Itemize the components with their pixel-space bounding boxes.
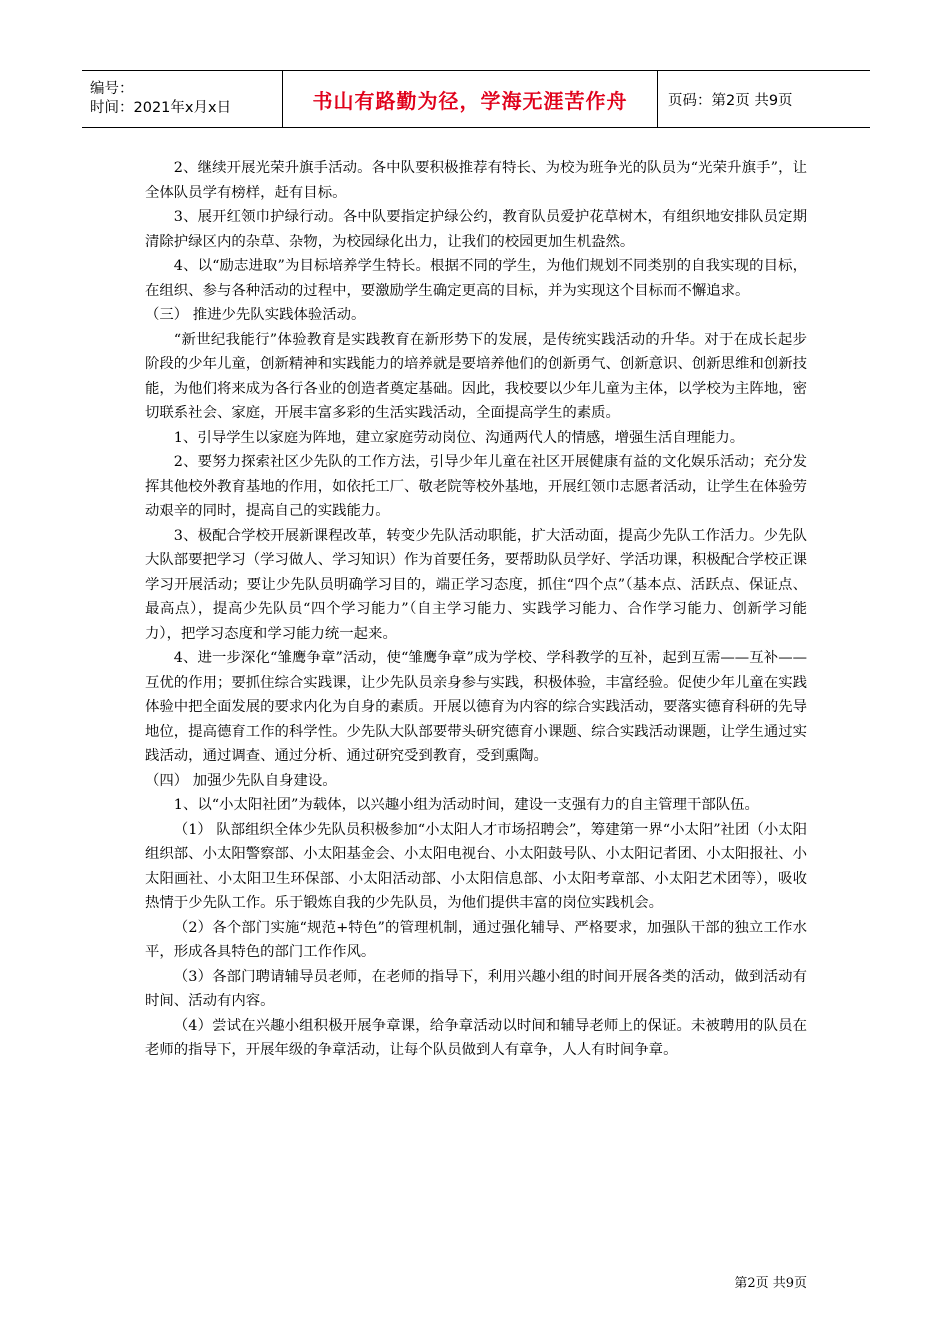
- document-number-label: 编号：: [90, 81, 134, 97]
- paragraph: （1） 队部组织全体少先队员积极参加“小太阳人才市场招聘会”，筹建第一界“小太阳”社团（小太阳组织部、小太阳警察部、小太阳基金会、小太阳电视台、小太阳鼓号队、小太阳记者团、小太阳报社、小太阳画社、小太阳卫生环保部、小太阳活动部、小太阳信息部、小太阳考章部、小太阳艺术团等），吸收热情于少先队工作。乐于锻炼自我的少先队员，为他们提供丰富的岗位实践机会。: [145, 821, 807, 911]
- paragraph: 1、以“小太阳社团”为载体，以兴趣小组为活动时间，建设一支强有力的自主管理干部队伍。: [173, 797, 759, 813]
- paragraph: 2、继续开展光荣升旗手活动。各中队要积极推荐有特长、为校为班争光的队员为“光荣升旗手”，让全体队员学有榜样，赶有目标。: [145, 160, 807, 201]
- document-date-label: 时间：2021年x月x日: [90, 100, 232, 116]
- paragraph: 3、展开红领巾护绿行动。各中队要指定护绿公约，教育队员爱护花草树木，有组织地安排队员定期清除护绿区内的杂草、杂物，为校园绿化出力，让我们的校园更加生机盎然。: [145, 209, 807, 250]
- paragraph: （4）尝试在兴趣小组积极开展争章课，给争章活动以时间和辅导老师上的保证。未被聘用的队员在老师的指导下，开展年级的争章活动，让每个队员做到人有章争，人人有时间争章。: [145, 1017, 807, 1058]
- page-footer: 第2页 共9页: [734, 1276, 807, 1291]
- paragraph: 2、要努力探索社区少先队的工作方法，引导少年儿童在社区开展健康有益的文化娱乐活动；充分发挥其他校外教育基地的作用，如依托工厂、敬老院等校外基地，开展红领巾志愿者活动，让学生在体验劳动艰辛的同时，提高自己的实践能力。: [145, 454, 807, 519]
- paragraph: （2）各个部门实施“规范+特色”的管理机制，通过强化辅导、严格要求，加强队干部的独立工作水平，形成各具特色的部门工作作风。: [145, 919, 807, 960]
- header-left-cell: [82, 71, 282, 127]
- section-heading: （四） 加强少先队自身建设。: [145, 772, 337, 789]
- paragraph: 4、以“励志进取”为目标培养学生特长。根据不同的学生，为他们规划不同类别的自我实现的目标，在组织、参与各种活动的过程中，要激励学生确定更高的目标，并为实现这个目标而不懈追求。: [145, 258, 807, 299]
- paragraph: （3）各部门聘请辅导员老师，在老师的指导下，利用兴趣小组的时间开展各类的活动，做到活动有时间、活动有内容。: [145, 968, 807, 1009]
- page-header: [82, 70, 870, 128]
- header-motto: 书山有路勤为径，学海无涯苦作舟: [282, 71, 658, 127]
- paragraph: “新世纪我能行”体验教育是实践教育在新形势下的发展，是传统实践活动的升华。对于在成长起步阶段的少年儿童，创新精神和实践能力的培养就是要培养他们的创新勇气、创新意识、创新思维和创新技能，为他们将来成为各行各业的创造者奠定基础。因此，我校要以少年儿童为主体，以学校为主阵地，密切联系社会、家庭，开展丰富多彩的生活实践活动，全面提高学生的素质。: [145, 331, 807, 421]
- paragraph: 3、极配合学校开展新课程改革，转变少先队活动职能，扩大活动面，提高少先队工作活力。少先队大队部要把学习（学习做人、学习知识）作为首要任务，要帮助队员学好、学活功课，积极配合学校正课学习开展活动；要让少先队员明确学习目的，端正学习态度，抓住“四个点”（基本点、活跃点、保证点、最高点），提高少先队员“四个学习能力”（自主学习能力、实践学习能力、合作学习能力、创新学习能力），把学习态度和学习能力统一起来。: [145, 527, 807, 642]
- document-body: [145, 156, 807, 1063]
- header-page-code: 页码：第2页 共9页: [668, 92, 793, 109]
- paragraph: 4、进一步深化“雏鹰争章”活动，使“雏鹰争章”成为学校、学科教学的互补，起到互需——互补——互优的作用；要抓住综合实践课，让少先队员亲身参与实践，积极体验，丰富经验。促使少年儿童在实践体验中把全面发展的要求内化为自身的素质。开展以德育为内容的综合实践活动，要落实德育科研的先导地位，提高德育工作的科学性。少先队大队部要带头研究德育小课题、综合实践活动课题，让学生通过实践活动，通过调查、通过分析、通过研究受到教育，受到熏陶。: [145, 650, 807, 764]
- paragraph: 1、引导学生以家庭为阵地，建立家庭劳动岗位、沟通两代人的情感，增强生活自理能力。: [173, 429, 745, 446]
- section-heading: （三） 推进少先队实践体验活动。: [145, 307, 366, 323]
